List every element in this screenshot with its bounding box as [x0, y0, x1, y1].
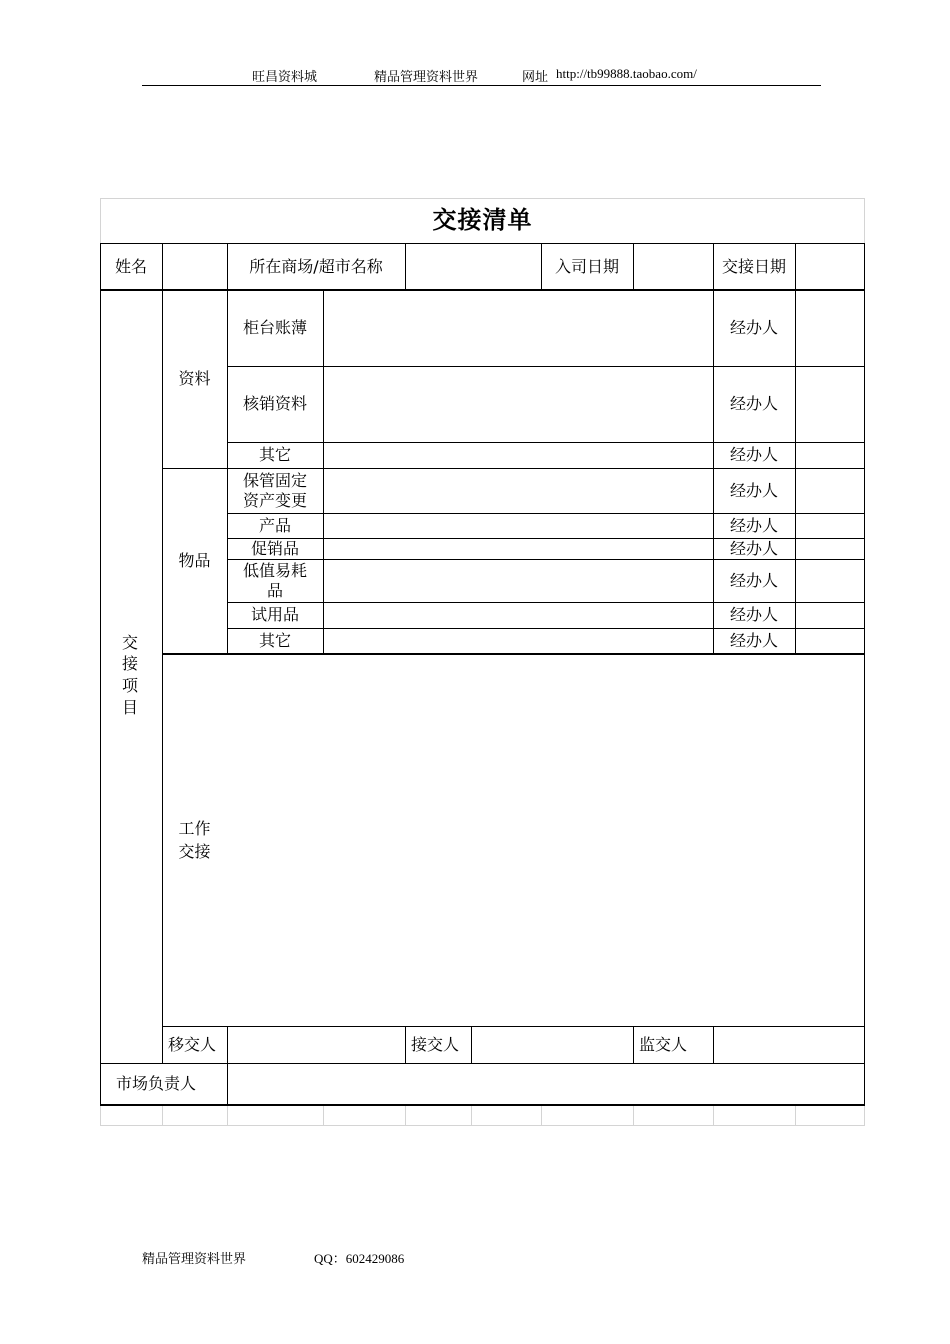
header-slogan: 精品管理资料世界: [374, 69, 479, 84]
grid-v9: [713, 1105, 714, 1126]
grid-v10: [795, 1105, 796, 1126]
materials-other-label: 其它: [258, 445, 291, 465]
grid-v5: [405, 1105, 406, 1126]
handler-label: 经办人: [729, 605, 778, 625]
col-line: [713, 1026, 714, 1064]
materials-label: 资料: [178, 369, 211, 389]
handler-label: 经办人: [729, 515, 778, 535]
handler-label: 经办人: [729, 318, 778, 338]
goods-other-label: 其它: [258, 630, 291, 650]
footer-slogan: 精品管理资料世界: [142, 1251, 247, 1266]
row-line: [162, 1026, 865, 1027]
fixed-assets-label: 保管固定 资产变更: [242, 471, 307, 510]
market-manager-label: 市场负责人: [116, 1073, 197, 1093]
receiver-label: 接交人: [411, 1034, 460, 1054]
row-line: [162, 653, 865, 655]
row-line: [100, 1104, 865, 1106]
counter-ledger-label: 柜台账薄: [242, 318, 307, 338]
trial-items-label: 试用品: [250, 605, 299, 625]
col-line: [864, 243, 865, 1105]
col-line: [227, 1026, 228, 1105]
supervisor-label: 监交人: [639, 1034, 688, 1054]
col-line: [471, 1026, 472, 1064]
store-name-label: 所在商场/超市名称: [249, 256, 383, 276]
grid-v6: [471, 1105, 472, 1126]
writeoff-materials-label: 核销资料: [242, 394, 307, 414]
work-handover-label: 工作 交接: [178, 819, 211, 861]
handler-label: 经办人: [729, 394, 778, 414]
form-title: 交接清单: [432, 206, 533, 235]
grid-v4: [323, 1105, 324, 1126]
col-line: [405, 243, 406, 290]
footer-qq: QQ：602429086: [314, 1251, 405, 1266]
goods-label: 物品: [178, 551, 211, 571]
header-brand: 旺昌资料城: [252, 69, 318, 84]
bottom-gridline: [100, 1125, 865, 1126]
col-line: [100, 243, 101, 1105]
join-date-label: 入司日期: [554, 256, 619, 276]
handler-label: 经办人: [729, 570, 778, 590]
name-label: 姓名: [114, 256, 147, 276]
col-line: [633, 243, 634, 290]
col-line: [795, 243, 796, 654]
header-site-url[interactable]: http://tb99888.taobao.com/: [556, 66, 697, 81]
grid-v2: [162, 1105, 163, 1126]
handover-date-label: 交接日期: [721, 256, 786, 276]
handler-label: 经办人: [729, 480, 778, 500]
transferor-label: 移交人: [168, 1034, 217, 1054]
grid-v11: [864, 1105, 865, 1126]
grid-v1: [100, 1105, 101, 1126]
products-label: 产品: [258, 515, 291, 535]
handler-label: 经办人: [729, 538, 778, 558]
handler-label: 经办人: [729, 445, 778, 465]
grid-v3: [227, 1105, 228, 1126]
grid-v7: [541, 1105, 542, 1126]
handover-items-label: 交接项目: [121, 632, 138, 717]
grid-v8: [633, 1105, 634, 1126]
promo-items-label: 促销品: [250, 538, 299, 558]
low-value-consumables-label: 低值易耗 品: [242, 561, 307, 600]
handler-label: 经办人: [729, 630, 778, 650]
header-site-label: 网址: [522, 69, 549, 84]
col-line: [323, 290, 324, 654]
